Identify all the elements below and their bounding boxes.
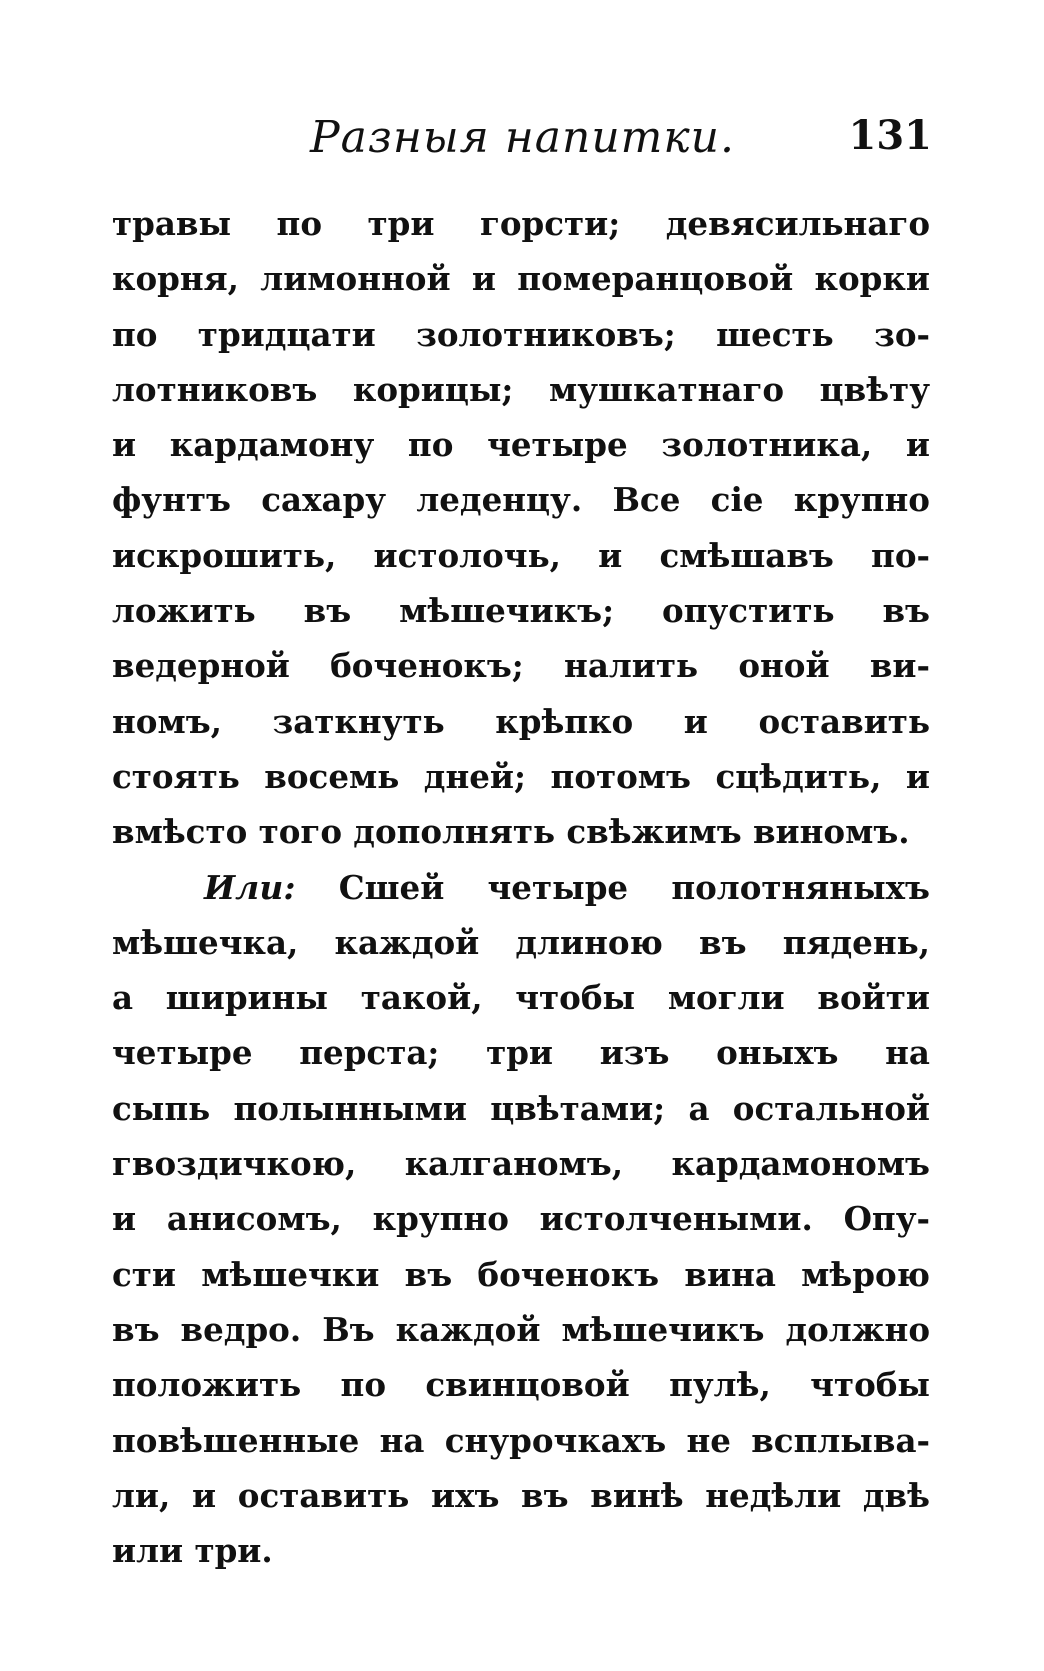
text-line: сыпь полынными цвѣтами; а остальной: [112, 1088, 930, 1128]
first-line-rest: Сшей четыре полотняныхъ: [338, 867, 930, 907]
paragraph-lead: Или:: [204, 867, 296, 907]
text-line: четыре перста; три изъ оныхъ на: [112, 1033, 930, 1073]
text-line: въ ведро. Въ каждой мѣшечикъ должно: [112, 1309, 930, 1349]
running-title: Разныя напитки.: [310, 112, 735, 163]
text-line: стоять восемь дней; потомъ сцѣдить, и: [112, 756, 930, 796]
text-line: по тридцати золотниковъ; шесть зо-: [112, 314, 930, 354]
text-line: вмѣсто того дополнять свѣжимъ виномъ.: [112, 812, 910, 852]
text-line: травы по три горсти; девясильнаго: [112, 204, 930, 243]
paragraph-2: [112, 860, 930, 1579]
text-line-first: [112, 860, 930, 915]
text-line: ли, и оставить ихъ въ винѣ недѣли двѣ: [112, 1475, 930, 1515]
text-line: искрошить, истолочь, и смѣшавъ по-: [112, 535, 930, 575]
text-line: сти мѣшечки въ боченокъ вина мѣрою: [112, 1254, 930, 1294]
paragraph-1: [112, 196, 930, 860]
text-line: и кардамону по четыре золотника, и: [112, 425, 930, 465]
text-line: мѣшечка, каждой длиною въ пядень,: [112, 922, 930, 962]
text-line: лотниковъ корицы; мушкатнаго цвѣту: [112, 369, 930, 409]
text-line: корня, лимонной и померанцовой корки: [112, 259, 930, 299]
text-line: номъ, заткнуть крѣпко и оставить: [112, 701, 930, 741]
text-line: а ширины такой, чтобы могли войти: [112, 978, 930, 1018]
text-line: ведерной боченокъ; налить оной ви-: [112, 646, 930, 686]
page-number: 131: [848, 112, 932, 159]
text-line: гвоздичкою, калганомъ, кардамономъ: [112, 1144, 930, 1184]
text-line: или три.: [112, 1531, 273, 1571]
text-line: и анисомъ, крупно истолчеными. Опу-: [112, 1199, 930, 1239]
page-header: [100, 112, 932, 172]
text-line: ложить въ мѣшечикъ; опустить въ: [112, 591, 930, 631]
body-text: [112, 196, 930, 1578]
text-line: фунтъ сахару леденцу. Все сiе крупно: [112, 480, 930, 520]
text-line: повѣшенные на снурочкахъ не всплыва-: [112, 1420, 930, 1460]
text-line: положить по свинцовой пулѣ, чтобы: [112, 1365, 930, 1405]
